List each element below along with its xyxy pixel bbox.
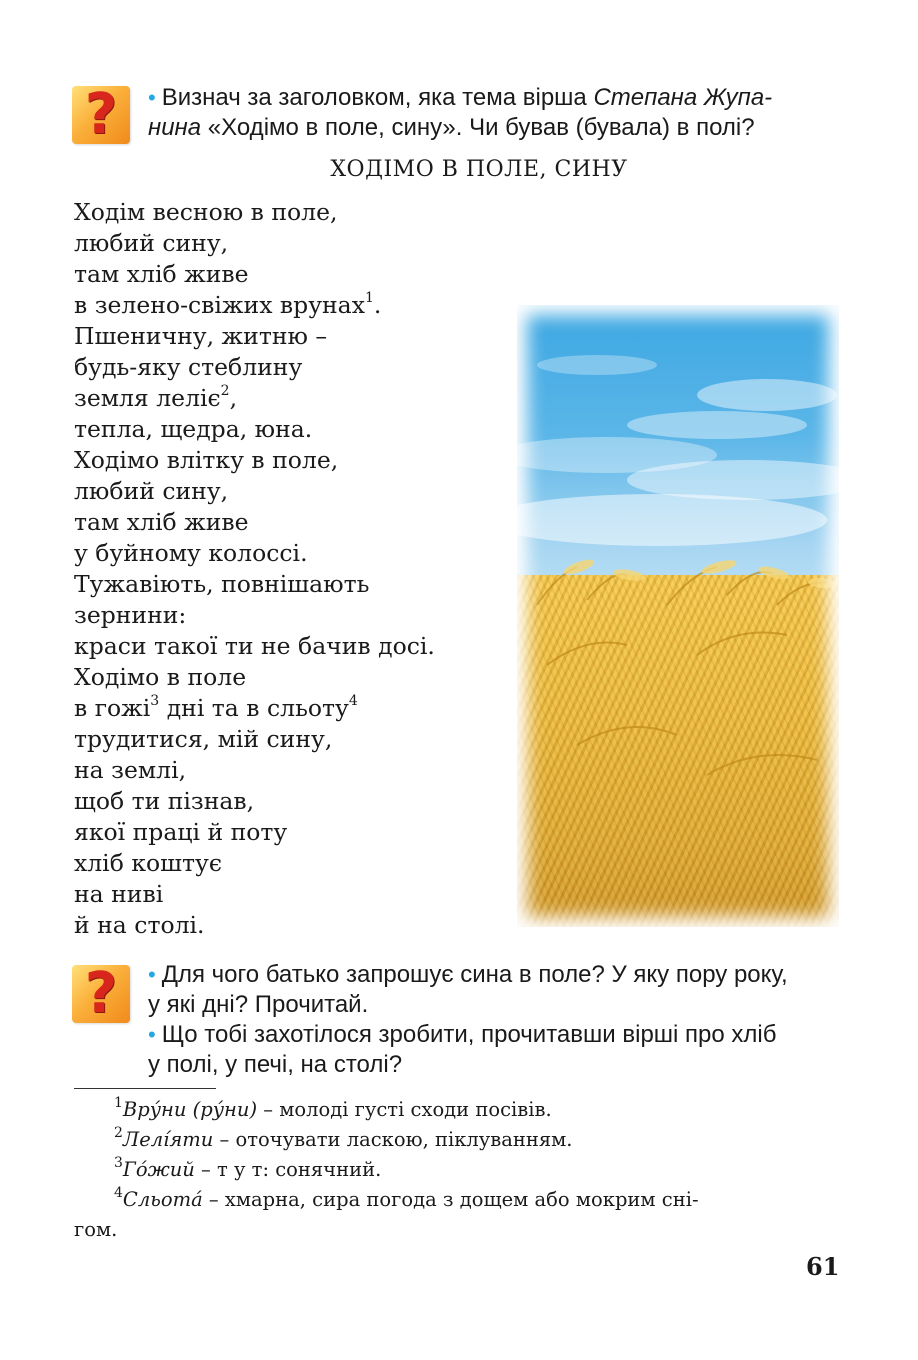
- page-number: 61: [806, 1252, 840, 1281]
- poem-line: любий сину,: [74, 477, 229, 505]
- question-3-line2: у полі, у печі, на столі?: [148, 1051, 403, 1078]
- poem-line: щоб ти пізнав,: [74, 787, 255, 815]
- poem-line: якої праці й поту: [74, 818, 288, 846]
- footnotes: [74, 1095, 840, 1245]
- footnote-ref: 4: [348, 693, 358, 710]
- question-icon: ?: [72, 965, 130, 1023]
- poem-line: будь-яку стеблину: [74, 353, 303, 381]
- footnote-ref: 3: [150, 693, 160, 710]
- poem-line: й на столі.: [74, 911, 205, 939]
- poem-text: [74, 197, 435, 941]
- footnote-ref: 1: [364, 290, 374, 307]
- bullet: •: [148, 85, 156, 110]
- wheat-field-image: [517, 305, 839, 927]
- question-1: [148, 83, 848, 143]
- poem-line: в гожі$^3$ дні та в сльоту$^4$: [74, 693, 358, 722]
- poem-line: на землі,: [74, 756, 187, 784]
- questions-2: [148, 960, 848, 1080]
- poem-line: хліб коштує: [74, 849, 222, 877]
- bullet: •: [148, 1022, 156, 1047]
- footnote-1: $^1$Вру́ни (ру́ни) – молоді густі сходи посівів.: [114, 1094, 552, 1121]
- poem-line: зернини:: [74, 601, 187, 629]
- poem-line: тепла, щедра, юна.: [74, 415, 313, 443]
- poem-line: в зелено-свіжих врунах$^1$.: [74, 290, 382, 319]
- poem-line: Ходімо в поле: [74, 663, 247, 691]
- footnote-divider: [74, 1088, 216, 1089]
- poem-line: там хліб живе: [74, 508, 249, 536]
- poem-line: Пшеничну, житню –: [74, 322, 328, 350]
- question-1-line2: нина «Ходімо в поле, сину». Чи бував (бувала) в полі?: [148, 114, 755, 141]
- poem-line: Ходімо влітку в поле,: [74, 446, 339, 474]
- footnote-4: $^4$Сльота́ – хмарна, сира погода з дощем або мокрим сні-: [114, 1184, 699, 1211]
- image-vignette: [517, 305, 839, 927]
- question-icon: ?: [72, 86, 130, 144]
- poem-line: у буйному колоссі.: [74, 539, 308, 567]
- poem-title: ХОДІМО В ПОЛЕ, СИНУ: [330, 157, 628, 182]
- footnote-2: $^2$Лелі́яти – оточувати ласкою, піклуванням.: [114, 1124, 573, 1151]
- poem-line: там хліб живе: [74, 260, 249, 288]
- bullet: •: [148, 962, 156, 987]
- footnote-ref: 2: [220, 383, 230, 400]
- question-3-line1: • Що тобі захотілося зробити, прочитавши вірші про хліб: [148, 1021, 777, 1048]
- poem-line: краси такої ти не бачив досі.: [74, 632, 435, 660]
- poem-line: любий сину,: [74, 229, 229, 257]
- poem-line: Ходім весною в поле,: [74, 198, 338, 226]
- question-1-line1: • Визнач за заголовком, яка тема вірша Степана Жупа-: [148, 84, 773, 111]
- question-2-line2: у які дні? Прочитай.: [148, 991, 369, 1018]
- footnote-3: $^3$Го́жий – т у т: сонячний.: [114, 1154, 382, 1181]
- poem-line: на ниві: [74, 880, 164, 908]
- poem-line: трудитися, мій сину,: [74, 725, 333, 753]
- question-2-line1: • Для чого батько запрошує сина в поле? У яку пору року,: [148, 961, 788, 988]
- poem-line: земля леліє$^2$,: [74, 383, 238, 412]
- footnote-4-continuation: гом.: [74, 1218, 118, 1241]
- poem-line: Тужавіють, повнішають: [74, 570, 370, 598]
